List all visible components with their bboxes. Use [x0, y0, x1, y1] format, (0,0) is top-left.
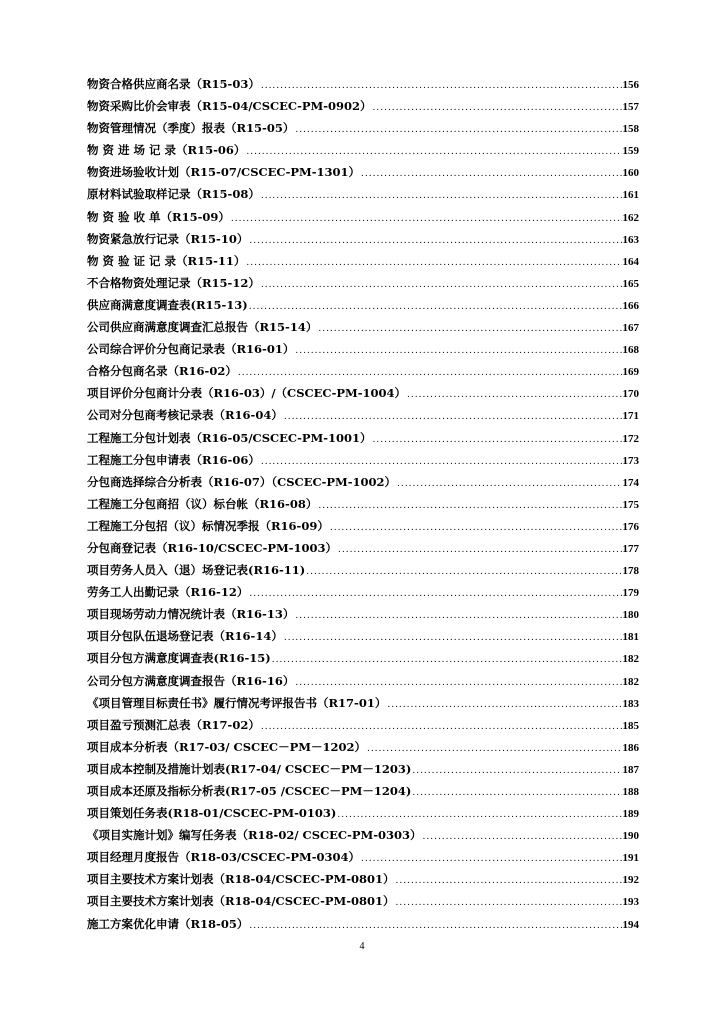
toc-entry-title: 项目经理月度报告（R18-03/CSCEC-PM-0304）	[87, 850, 360, 865]
toc-entry[interactable]	[87, 628, 639, 650]
toc-entry-page: 178	[622, 565, 639, 578]
toc-entry-page: 183	[622, 697, 639, 710]
toc-entry[interactable]	[87, 562, 639, 584]
toc-entry-page: 164	[622, 255, 639, 268]
toc-dot-leader	[295, 125, 621, 135]
toc-dot-leader	[295, 346, 621, 356]
toc-entry[interactable]	[87, 341, 639, 363]
toc-entry-title: 分包商登记表（R16-10/CSCEC-PM-1003）	[87, 540, 337, 555]
toc-entry-page: 181	[622, 631, 639, 644]
toc-entry-page: 156	[622, 79, 639, 91]
toc-dot-leader	[387, 700, 621, 710]
toc-entry-title: 工程施工分包计划表（R16-05/CSCEC-PM-1001）	[87, 430, 372, 445]
toc-dot-leader	[412, 788, 621, 798]
toc-entry[interactable]	[87, 496, 639, 518]
toc-entry-page: 193	[622, 896, 639, 909]
toc-entry-page: 167	[622, 322, 639, 335]
toc-entry-page: 170	[622, 388, 639, 401]
toc-entry[interactable]	[87, 695, 639, 717]
toc-entry[interactable]	[87, 474, 639, 496]
toc-entry-title: 项目现场劳动力情况统计表（R16-13）	[87, 607, 295, 622]
toc-entry-title: 物 资 验 证 记 录（R15-11）	[87, 253, 246, 268]
toc-dot-leader	[249, 589, 621, 599]
toc-entry[interactable]	[87, 606, 639, 628]
toc-entry[interactable]	[87, 209, 639, 231]
toc-entry-title: 施工方案优化申请（R18-05）	[87, 916, 249, 931]
toc-entry-page: 163	[622, 233, 639, 246]
toc-entry-page: 173	[622, 454, 639, 467]
toc-entry[interactable]	[87, 76, 639, 98]
toc-dot-leader	[284, 633, 622, 643]
toc-entry[interactable]	[87, 407, 639, 429]
toc-entry-page: 186	[622, 741, 639, 754]
toc-dot-leader	[361, 854, 622, 864]
toc-entry-page: 162	[622, 211, 639, 224]
toc-entry-title: 工程施工分包商招（议）标台帐（R16-08）	[87, 496, 318, 511]
toc-entry-page: 182	[622, 653, 639, 666]
toc-dot-leader	[423, 832, 622, 842]
toc-entry[interactable]	[87, 783, 639, 805]
toc-dot-leader	[261, 191, 622, 201]
toc-dot-leader	[397, 479, 621, 489]
toc-entry-page: 168	[622, 344, 639, 357]
toc-entry[interactable]	[87, 231, 639, 253]
toc-entry-title: 原材料试验取样记录（R15-08）	[87, 187, 260, 202]
toc-entry-title: 公司综合评价分包商记录表（R16-01）	[87, 342, 295, 357]
toc-entry-page: 166	[622, 299, 639, 312]
toc-entry-page: 161	[622, 189, 639, 202]
toc-entry-title: 项目分包队伍退场登记表（R16-14）	[87, 629, 283, 644]
toc-entry[interactable]	[87, 363, 639, 385]
toc-entry[interactable]	[87, 805, 639, 827]
toc-dot-leader	[246, 147, 621, 157]
toc-entry-page: 191	[622, 852, 639, 865]
toc-entry-page: 182	[622, 675, 639, 688]
toc-dot-leader	[231, 214, 622, 224]
toc-entry-title: 《项目管理目标责任书》履行情况考评报告书（R17-01）	[87, 695, 387, 710]
toc-entry[interactable]	[87, 584, 639, 606]
toc-dot-leader	[306, 567, 621, 577]
page-number: 4	[359, 941, 365, 952]
toc-entry-title: 项目评价分包商计分表（R16-03）/（CSCEC-PM-1004）	[87, 386, 406, 401]
toc-dot-leader	[261, 457, 622, 467]
toc-entry-title: 物资进场验收计划（R15-07/CSCEC-PM-1301）	[87, 165, 360, 180]
toc-entry-page: 160	[622, 167, 639, 180]
toc-entry[interactable]	[87, 430, 639, 452]
toc-dot-leader	[261, 722, 622, 732]
toc-entry-page: 174	[622, 476, 639, 489]
toc-dot-leader	[249, 236, 621, 246]
toc-entry-page: 194	[622, 918, 639, 931]
toc-dot-leader	[295, 678, 621, 688]
toc-entry-title: 物资采购比价会审表（R15-04/CSCEC-PM-0902）	[87, 99, 372, 114]
toc-entry[interactable]	[87, 319, 639, 341]
toc-dot-leader	[238, 368, 622, 378]
toc-entry-page: 189	[622, 808, 639, 821]
toc-entry-title: 物资合格供应商名录（R15-03）	[87, 77, 260, 91]
table-of-contents	[87, 76, 639, 938]
toc-entry[interactable]	[87, 120, 639, 142]
toc-dot-leader	[318, 501, 621, 511]
toc-dot-leader	[330, 523, 622, 533]
toc-entry-title: 工程施工分包申请表（R16-06）	[87, 452, 260, 467]
toc-entry-title: 项目盈亏预测汇总表（R17-02）	[87, 717, 260, 732]
toc-entry-title: 不合格物资处理记录（R15-12）	[87, 275, 260, 290]
toc-entry[interactable]	[87, 871, 639, 893]
toc-entry-title: 项目成本分析表（R17-03/ CSCEC－PM－1202）	[87, 739, 366, 754]
toc-entry-page: 172	[622, 432, 639, 445]
toc-entry[interactable]	[87, 761, 639, 783]
toc-entry-title: 物 资 验 收 单（R15-09）	[87, 209, 230, 224]
toc-entry-page: 180	[622, 609, 639, 622]
toc-dot-leader	[246, 258, 621, 268]
toc-entry-title: 项目劳务人员入（退）场登记表(R16-11)	[87, 563, 306, 578]
toc-dot-leader	[249, 302, 622, 312]
toc-entry[interactable]	[87, 540, 639, 562]
toc-entry-title: 项目策划任务表(R18-01/CSCEC-PM-0103)	[87, 806, 337, 821]
toc-entry-title: 项目主要技术方案计划表（R18-04/CSCEC-PM-0801）	[87, 872, 395, 887]
toc-dot-leader	[367, 744, 622, 754]
toc-dot-leader	[249, 921, 621, 931]
toc-dot-leader	[412, 766, 621, 776]
toc-entry-page: 171	[622, 410, 639, 423]
toc-entry-title: 项目分包方满意度调查表(R16-15)	[87, 651, 271, 666]
toc-dot-leader	[373, 103, 622, 113]
toc-entry[interactable]	[87, 142, 639, 164]
toc-entry[interactable]	[87, 893, 639, 915]
toc-entry-page: 175	[622, 498, 639, 511]
toc-entry[interactable]	[87, 717, 639, 739]
toc-entry-page: 192	[622, 874, 639, 887]
toc-entry-title: 工程施工分包招（议）标情况季报（R16-09）	[87, 518, 329, 533]
toc-entry-page: 179	[622, 587, 639, 600]
toc-entry[interactable]	[87, 673, 639, 695]
toc-dot-leader	[272, 655, 622, 665]
toc-entry-title: 项目成本还原及指标分析表(R17-05 /CSCEC－PM－1204)	[87, 784, 412, 798]
toc-entry[interactable]	[87, 385, 639, 407]
toc-entry-page: 188	[622, 786, 639, 798]
toc-entry[interactable]	[87, 518, 639, 540]
toc-dot-leader	[396, 898, 622, 908]
toc-dot-leader	[261, 280, 622, 290]
toc-entry[interactable]	[87, 916, 639, 938]
toc-dot-leader	[373, 435, 622, 445]
toc-entry-page: 187	[622, 763, 639, 776]
toc-dot-leader	[338, 545, 622, 555]
toc-dot-leader	[361, 169, 622, 179]
toc-entry[interactable]	[87, 452, 639, 474]
toc-entry-title: 物资管理情况（季度）报表（R15-05）	[87, 121, 295, 136]
toc-entry-title: 《项目实施计划》编写任务表（R18-02/ CSCEC-PM-0303）	[87, 828, 422, 843]
toc-entry[interactable]	[87, 275, 639, 297]
toc-entry-page: 177	[622, 542, 639, 555]
toc-entry[interactable]	[87, 186, 639, 208]
toc-entry[interactable]	[87, 164, 639, 186]
toc-entry-page: 185	[622, 719, 639, 732]
toc-entry[interactable]	[87, 253, 639, 275]
toc-entry-title: 物 资 进 场 记 录（R15-06）	[87, 143, 246, 158]
toc-entry-page: 190	[622, 830, 639, 843]
toc-entry-title: 物资紧急放行记录（R15-10）	[87, 231, 249, 246]
toc-dot-leader	[337, 810, 621, 820]
toc-entry[interactable]	[87, 297, 639, 319]
toc-entry-page: 157	[622, 101, 639, 114]
toc-entry-title: 合格分包商名录（R16-02）	[87, 364, 237, 379]
toc-entry-title: 公司对分包商考核记录表（R16-04）	[87, 408, 283, 423]
toc-entry[interactable]	[87, 739, 639, 761]
toc-entry-title: 项目主要技术方案计划表（R18-04/CSCEC-PM-0801）	[87, 894, 395, 909]
toc-entry[interactable]	[87, 827, 639, 849]
toc-dot-leader	[407, 390, 622, 400]
toc-entry-page: 176	[622, 520, 639, 533]
toc-entry[interactable]	[87, 650, 639, 672]
toc-dot-leader	[396, 876, 622, 886]
toc-dot-leader	[284, 412, 622, 422]
toc-entry-title: 劳务工人出勤记录（R16-12）	[87, 585, 249, 600]
toc-dot-leader	[318, 324, 621, 334]
toc-entry-title: 分包商选择综合分析表（R16-07）（CSCEC-PM-1002）	[87, 474, 397, 489]
toc-entry-page: 169	[622, 366, 639, 379]
toc-entry-page: 165	[622, 277, 639, 290]
toc-entry-title: 项目成本控制及措施计划表(R17-04/ CSCEC－PM－1203)	[87, 761, 412, 776]
toc-entry[interactable]	[87, 98, 639, 120]
toc-entry-title: 公司供应商满意度调查汇总报告（R15-14）	[87, 320, 318, 335]
toc-entry-title: 供应商满意度调查表(R15-13)	[87, 297, 248, 312]
toc-entry-title: 公司分包方满意度调查报告（R16-16）	[87, 673, 295, 688]
toc-dot-leader	[261, 81, 622, 91]
toc-entry[interactable]	[87, 849, 639, 871]
toc-entry-page: 159	[622, 145, 639, 158]
toc-dot-leader	[295, 611, 621, 621]
toc-entry-page: 158	[622, 123, 639, 136]
